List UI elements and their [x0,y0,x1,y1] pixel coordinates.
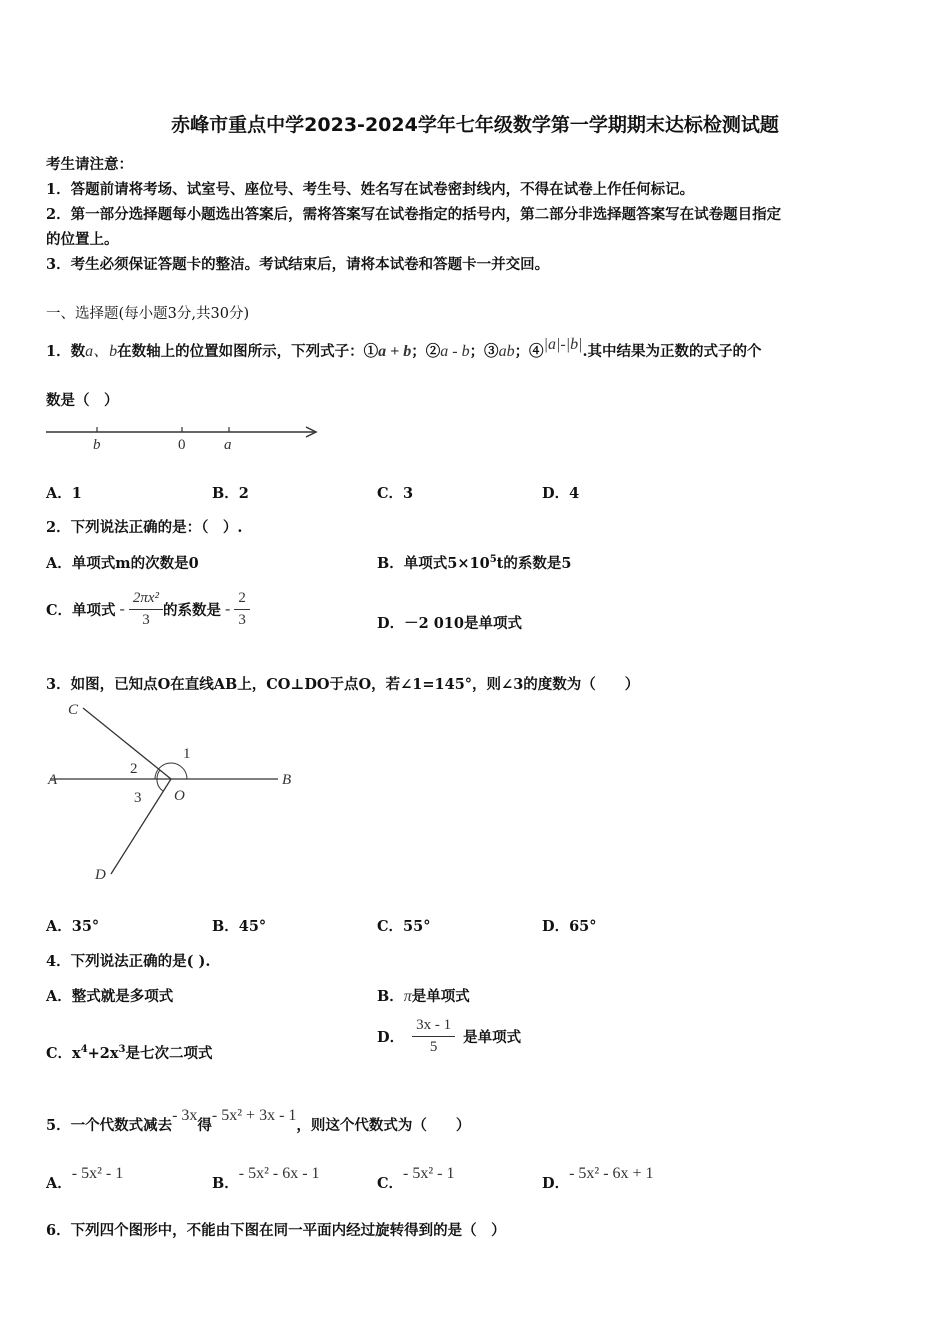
angle-figure [44,696,304,888]
q4-stem: 4．下列说法正确的是( ). [46,953,211,970]
label-c: C [68,702,79,718]
label-a-point: A [48,772,58,788]
notice-item-2-cont: 的位置上。 [46,231,119,248]
q4-option-a: A．整式就是多项式 [46,988,174,1005]
q5-stem: 5．一个代数式减去- 3x得- 5x² + 3x - 1，则这个代数式为（ ） [46,1107,471,1134]
q4-option-c: C．$x^4+2x^3$是七次二项式 [46,1044,213,1062]
label-o: O [174,788,185,804]
q4-option-d: D． $\frac{3x - 1}{5}$ 是单项式 [377,1017,522,1055]
label-angle-1: 1 [183,746,191,762]
notice-heading: 考生请注意： [46,156,133,173]
q2-option-b: B．单项式$5\times 10^5t$的系数是5 [377,554,572,572]
q2-option-c: C．单项式 - $\frac{\text{2πx²}}{3}$ 的系数是 - $\frac{2}{3}$ [46,590,250,629]
q3-option-b: B．45° [212,918,267,935]
label-a: a [224,437,232,453]
label-angle-3: 3 [134,790,142,806]
q1-option-b: B．2 [212,485,249,502]
q3-option-d: D．65° [542,918,597,935]
q1-stem-cont: 数是（ ） [46,392,119,409]
q5-option-d: D．- 5x² - 6x + 1 [542,1165,654,1192]
section-heading: 一、选择题(每小题3分,共30分) [46,306,250,322]
ray-oc [83,708,171,779]
label-d: D [95,867,106,883]
q3-option-c: C．55° [377,918,431,935]
q5-option-c: C．- 5x² - 1 [377,1165,455,1192]
label-b-point: B [282,772,292,788]
q1-option-c: C．3 [377,485,414,502]
angle-arc-3 [157,779,163,791]
label-angle-2: 2 [130,761,138,777]
q2-option-d: D．－2 010是单项式 [377,615,522,632]
q1-stem: 1．数a、b在数轴上的位置如图所示，下列式子：①a + b；②a - b；③ab；④|a|-|b|.其中结果为正数的式子的个 [46,336,762,360]
q5-option-a: A．- 5x² - 1 [46,1165,124,1192]
page-title: 赤峰市重点中学2023-2024学年七年级数学第一学期期末达标检测试题 [171,114,779,136]
q1-option-a: A．1 [46,485,82,502]
q3-option-a: A．35° [46,918,100,935]
q2-stem: 2．下列说法正确的是：（ ）. [46,519,243,536]
label-zero: 0 [178,437,186,453]
q3-stem: 3．如图，已知点O在直线AB上，CO⊥DO于点O，若∠1=145°，则∠3的度数为（ ） [46,676,640,693]
q4-option-b: B．π是单项式 [377,988,470,1005]
q6-stem: 6．下列四个图形中，不能由下图在同一平面内经过旋转得到的是（ ） [46,1222,506,1239]
number-line-figure [44,418,326,458]
notice-item-2: 2．第一部分选择题每小题选出答案后，需将答案写在试卷指定的括号内，第二部分非选择题答案写在试卷题目指定 [46,206,782,223]
label-b: b [93,437,101,453]
q2-option-a: A．单项式m的次数是0 [46,555,199,572]
q5-option-b: B．- 5x² - 6x - 1 [212,1165,320,1192]
q1-option-d: D．4 [542,485,580,502]
notice-item-1: 1．答题前请将考场、试室号、座位号、考生号、姓名写在试卷密封线内，不得在试卷上作任何标记。 [46,181,695,198]
notice-item-3: 3．考生必须保证答题卡的整洁。考试结束后，请将本试卷和答题卡一并交回。 [46,256,550,273]
